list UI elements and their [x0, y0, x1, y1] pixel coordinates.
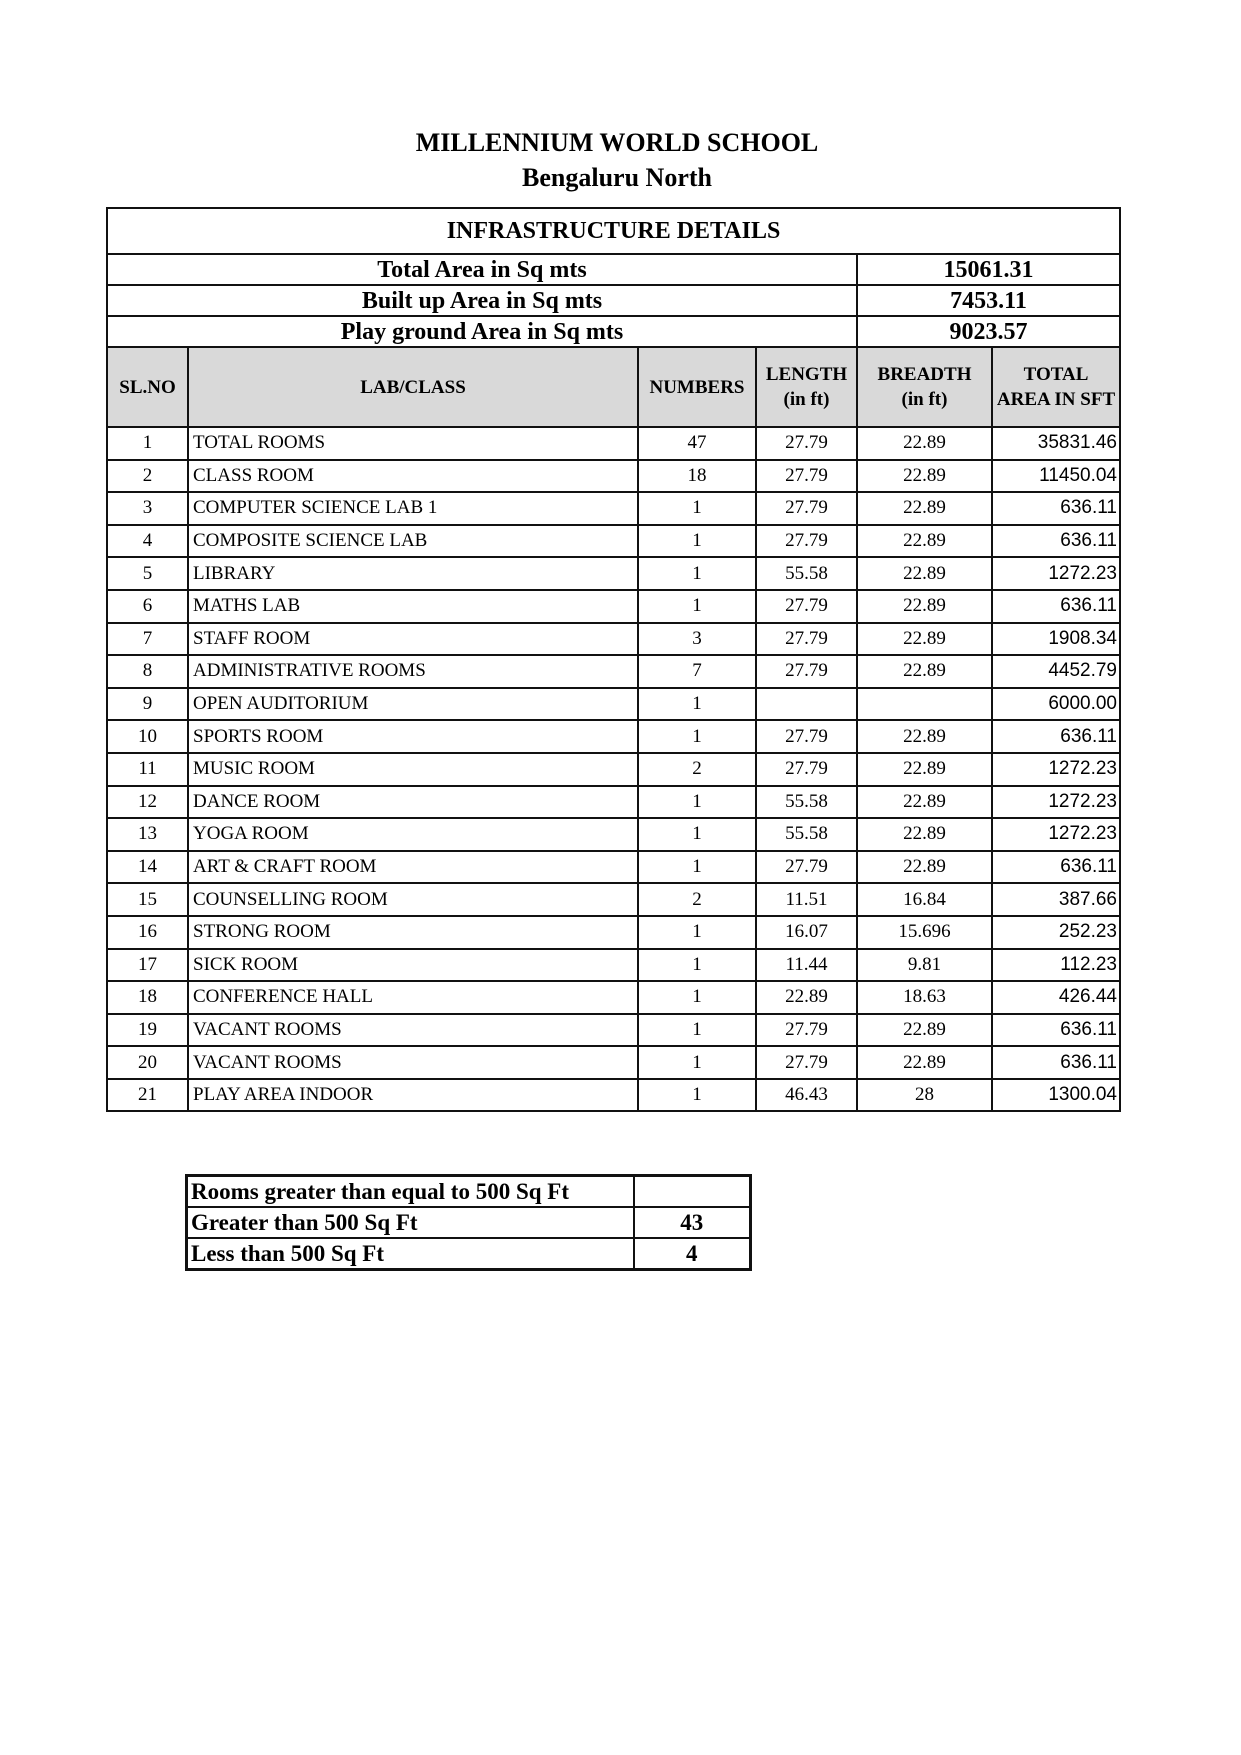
summary-label: Rooms greater than equal to 500 Sq Ft — [187, 1176, 634, 1208]
area-label: Total Area in Sq mts — [107, 254, 857, 285]
table-row — [107, 623, 1120, 656]
cell-lab-class: CONFERENCE HALL — [188, 981, 638, 1014]
cell-sl-no: 12 — [107, 786, 188, 819]
cell-sl-no: 9 — [107, 688, 188, 721]
cell-numbers: 1 — [638, 949, 756, 982]
cell-length: 27.79 — [756, 492, 857, 525]
cell-numbers: 2 — [638, 883, 756, 916]
cell-total-area: 636.11 — [992, 1046, 1120, 1079]
cell-total-area: 636.11 — [992, 1014, 1120, 1047]
cell-numbers: 3 — [638, 623, 756, 656]
cell-breadth: 15.696 — [857, 916, 992, 949]
table-row — [107, 688, 1120, 721]
column-header-length — [756, 347, 857, 427]
cell-lab-class: DANCE ROOM — [188, 786, 638, 819]
school-name: MILLENNIUM WORLD SCHOOL — [415, 128, 819, 157]
cell-sl-no: 7 — [107, 623, 188, 656]
area-label: Built up Area in Sq mts — [107, 285, 857, 316]
cell-lab-class: MATHS LAB — [188, 590, 638, 623]
cell-sl-no: 14 — [107, 851, 188, 884]
cell-breadth: 28 — [857, 1079, 992, 1112]
cell-breadth: 22.89 — [857, 1014, 992, 1047]
cell-total-area: 11450.04 — [992, 460, 1120, 493]
cell-length: 27.79 — [756, 851, 857, 884]
cell-length: 27.79 — [756, 720, 857, 753]
cell-sl-no: 6 — [107, 590, 188, 623]
cell-lab-class: VACANT ROOMS — [188, 1046, 638, 1079]
cell-numbers: 1 — [638, 1079, 756, 1112]
cell-length — [756, 688, 857, 721]
cell-length: 27.79 — [756, 1014, 857, 1047]
table-row — [107, 1014, 1120, 1047]
cell-sl-no: 21 — [107, 1079, 188, 1112]
cell-lab-class: PLAY AREA INDOOR — [188, 1079, 638, 1112]
cell-breadth: 22.89 — [857, 427, 992, 460]
summary-value: 4 — [634, 1238, 751, 1270]
cell-total-area: 636.11 — [992, 851, 1120, 884]
column-header-breadth — [857, 347, 992, 427]
cell-breadth: 18.63 — [857, 981, 992, 1014]
table-row — [107, 818, 1120, 851]
column-header-numbers: NUMBERS — [638, 347, 756, 427]
table-row — [107, 883, 1120, 916]
cell-lab-class: SICK ROOM — [188, 949, 638, 982]
cell-numbers: 1 — [638, 688, 756, 721]
table-row — [107, 981, 1120, 1014]
room-size-summary-table — [185, 1174, 752, 1271]
cell-numbers: 47 — [638, 427, 756, 460]
cell-sl-no: 10 — [107, 720, 188, 753]
cell-numbers: 1 — [638, 525, 756, 558]
cell-sl-no: 2 — [107, 460, 188, 493]
cell-sl-no: 8 — [107, 655, 188, 688]
table-row — [107, 753, 1120, 786]
cell-lab-class: YOGA ROOM — [188, 818, 638, 851]
cell-sl-no: 20 — [107, 1046, 188, 1079]
cell-numbers: 7 — [638, 655, 756, 688]
area-label: Play ground Area in Sq mts — [107, 316, 857, 347]
cell-numbers: 1 — [638, 981, 756, 1014]
table-row — [107, 460, 1120, 493]
cell-length: 11.51 — [756, 883, 857, 916]
cell-numbers: 1 — [638, 557, 756, 590]
cell-total-area: 426.44 — [992, 981, 1120, 1014]
cell-sl-no: 3 — [107, 492, 188, 525]
table-row — [107, 1079, 1120, 1112]
area-value: 15061.31 — [857, 254, 1120, 285]
table-row — [107, 916, 1120, 949]
column-header-row — [107, 347, 1120, 427]
cell-total-area: 636.11 — [992, 590, 1120, 623]
cell-total-area: 112.23 — [992, 949, 1120, 982]
cell-lab-class: STAFF ROOM — [188, 623, 638, 656]
area-value: 9023.57 — [857, 316, 1120, 347]
cell-sl-no: 16 — [107, 916, 188, 949]
cell-lab-class: VACANT ROOMS — [188, 1014, 638, 1047]
table-row — [107, 525, 1120, 558]
column-header-breadth-line2: (in ft) — [901, 389, 948, 410]
cell-length: 16.07 — [756, 916, 857, 949]
cell-total-area: 636.11 — [992, 525, 1120, 558]
summary-row — [187, 1176, 751, 1208]
table-row — [107, 492, 1120, 525]
cell-breadth: 22.89 — [857, 1046, 992, 1079]
table-row — [107, 851, 1120, 884]
cell-numbers: 1 — [638, 851, 756, 884]
cell-numbers: 1 — [638, 492, 756, 525]
cell-numbers: 1 — [638, 786, 756, 819]
school-location: Bengaluru North — [522, 163, 712, 192]
cell-lab-class: SPORTS ROOM — [188, 720, 638, 753]
cell-lab-class: TOTAL ROOMS — [188, 427, 638, 460]
cell-sl-no: 18 — [107, 981, 188, 1014]
cell-numbers: 1 — [638, 720, 756, 753]
cell-total-area: 387.66 — [992, 883, 1120, 916]
cell-total-area: 252.23 — [992, 916, 1120, 949]
summary-row — [187, 1238, 751, 1270]
infrastructure-table — [106, 207, 1121, 1112]
cell-breadth: 22.89 — [857, 851, 992, 884]
cell-length: 27.79 — [756, 460, 857, 493]
summary-label: Less than 500 Sq Ft — [187, 1238, 634, 1270]
cell-total-area: 1908.34 — [992, 623, 1120, 656]
column-header-breadth-line1: BREADTH — [877, 364, 972, 385]
cell-numbers: 1 — [638, 1014, 756, 1047]
table-title-row — [107, 208, 1120, 254]
column-header-total-area — [992, 347, 1120, 427]
cell-total-area: 636.11 — [992, 720, 1120, 753]
cell-breadth: 22.89 — [857, 623, 992, 656]
cell-breadth: 22.89 — [857, 720, 992, 753]
cell-total-area: 1272.23 — [992, 753, 1120, 786]
cell-length: 55.58 — [756, 557, 857, 590]
table-row — [107, 720, 1120, 753]
cell-breadth — [857, 688, 992, 721]
cell-lab-class: CLASS ROOM — [188, 460, 638, 493]
cell-breadth: 16.84 — [857, 883, 992, 916]
column-header-total-line1: TOTAL — [1023, 364, 1089, 385]
cell-numbers: 1 — [638, 916, 756, 949]
cell-numbers: 18 — [638, 460, 756, 493]
cell-sl-no: 13 — [107, 818, 188, 851]
cell-length: 27.79 — [756, 753, 857, 786]
cell-sl-no: 17 — [107, 949, 188, 982]
cell-sl-no: 11 — [107, 753, 188, 786]
cell-length: 27.79 — [756, 655, 857, 688]
summary-row — [187, 1207, 751, 1238]
cell-lab-class: LIBRARY — [188, 557, 638, 590]
cell-breadth: 22.89 — [857, 655, 992, 688]
cell-total-area: 35831.46 — [992, 427, 1120, 460]
table-row — [107, 655, 1120, 688]
cell-lab-class: MUSIC ROOM — [188, 753, 638, 786]
column-header-total-line2: AREA IN SFT — [996, 389, 1116, 410]
cell-total-area: 6000.00 — [992, 688, 1120, 721]
cell-lab-class: COMPUTER SCIENCE LAB 1 — [188, 492, 638, 525]
cell-length: 27.79 — [756, 525, 857, 558]
cell-length: 22.89 — [756, 981, 857, 1014]
cell-total-area: 4452.79 — [992, 655, 1120, 688]
cell-sl-no: 1 — [107, 427, 188, 460]
cell-sl-no: 15 — [107, 883, 188, 916]
cell-length: 55.58 — [756, 818, 857, 851]
table-row — [107, 427, 1120, 460]
cell-sl-no: 5 — [107, 557, 188, 590]
cell-breadth: 22.89 — [857, 557, 992, 590]
table-row — [107, 1046, 1120, 1079]
cell-lab-class: STRONG ROOM — [188, 916, 638, 949]
cell-length: 27.79 — [756, 590, 857, 623]
table-row — [107, 786, 1120, 819]
cell-length: 55.58 — [756, 786, 857, 819]
column-header-sl-no: SL.NO — [107, 347, 188, 427]
area-value: 7453.11 — [857, 285, 1120, 316]
summary-label: Greater than 500 Sq Ft — [187, 1207, 634, 1238]
cell-sl-no: 19 — [107, 1014, 188, 1047]
cell-breadth: 22.89 — [857, 818, 992, 851]
area-row-built-up — [107, 285, 1120, 316]
table-title: INFRASTRUCTURE DETAILS — [107, 208, 1120, 254]
cell-numbers: 2 — [638, 753, 756, 786]
cell-total-area: 636.11 — [992, 492, 1120, 525]
table-row — [107, 949, 1120, 982]
cell-breadth: 22.89 — [857, 460, 992, 493]
table-row — [107, 557, 1120, 590]
summary-value: 43 — [634, 1207, 751, 1238]
cell-length: 46.43 — [756, 1079, 857, 1112]
cell-breadth: 22.89 — [857, 590, 992, 623]
cell-total-area: 1272.23 — [992, 557, 1120, 590]
column-header-lab-class: LAB/CLASS — [188, 347, 638, 427]
cell-lab-class: COMPOSITE SCIENCE LAB — [188, 525, 638, 558]
cell-length: 27.79 — [756, 427, 857, 460]
cell-total-area: 1272.23 — [992, 818, 1120, 851]
summary-value — [634, 1176, 751, 1208]
cell-numbers: 1 — [638, 590, 756, 623]
cell-total-area: 1300.04 — [992, 1079, 1120, 1112]
cell-breadth: 22.89 — [857, 525, 992, 558]
cell-length: 11.44 — [756, 949, 857, 982]
cell-sl-no: 4 — [107, 525, 188, 558]
cell-breadth: 22.89 — [857, 492, 992, 525]
cell-breadth: 22.89 — [857, 753, 992, 786]
cell-length: 27.79 — [756, 1046, 857, 1079]
cell-numbers: 1 — [638, 1046, 756, 1079]
area-row-playground — [107, 316, 1120, 347]
cell-lab-class: ART & CRAFT ROOM — [188, 851, 638, 884]
table-row — [107, 590, 1120, 623]
cell-breadth: 9.81 — [857, 949, 992, 982]
cell-breadth: 22.89 — [857, 786, 992, 819]
cell-numbers: 1 — [638, 818, 756, 851]
cell-lab-class: ADMINISTRATIVE ROOMS — [188, 655, 638, 688]
column-header-length-line1: LENGTH — [765, 364, 848, 385]
column-header-length-line2: (in ft) — [783, 389, 830, 410]
cell-total-area: 1272.23 — [992, 786, 1120, 819]
area-row-total — [107, 254, 1120, 285]
cell-lab-class: COUNSELLING ROOM — [188, 883, 638, 916]
cell-length: 27.79 — [756, 623, 857, 656]
cell-lab-class: OPEN AUDITORIUM — [188, 688, 638, 721]
